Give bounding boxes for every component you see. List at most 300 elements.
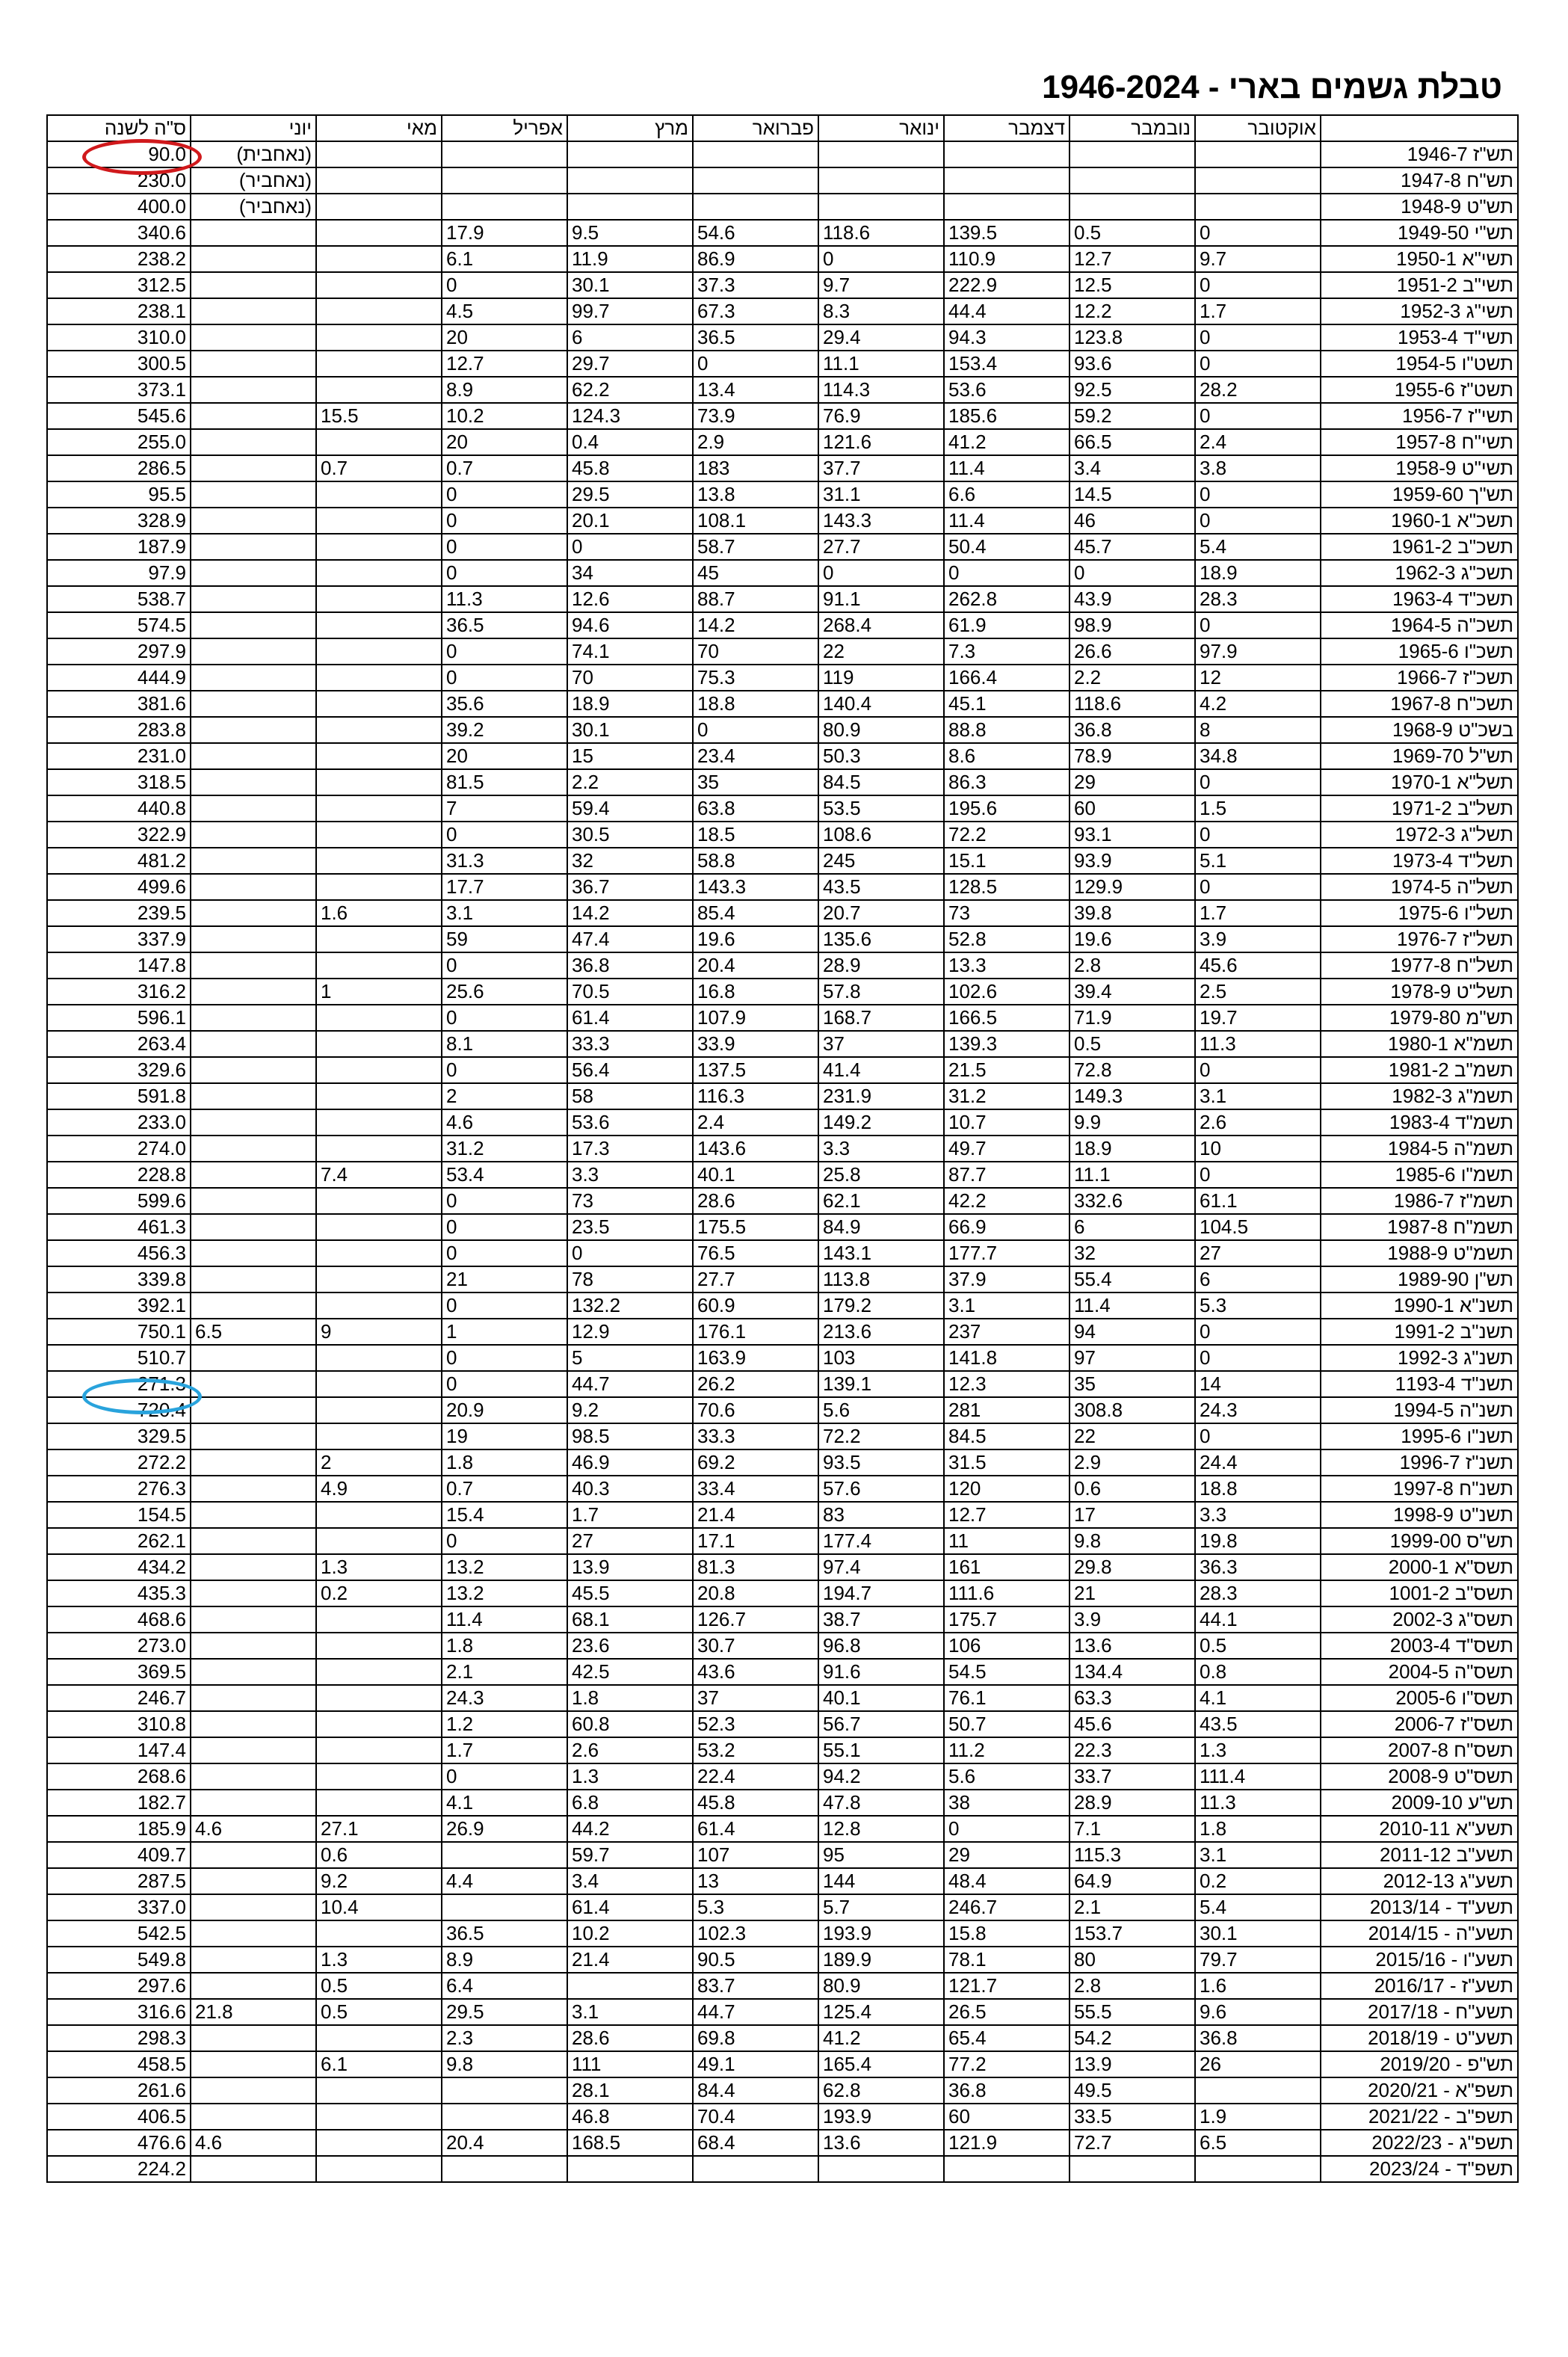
rain-value: 11.2 <box>944 1737 1069 1763</box>
rain-value <box>191 1580 316 1606</box>
annual-total: 312.5 <box>47 272 191 298</box>
rain-value: 42.5 <box>567 1659 693 1685</box>
year-label: תשע"א 2010-11 <box>1321 1816 1518 1842</box>
rain-value: 20.9 <box>442 1397 567 1423</box>
rain-value: 11.4 <box>442 1606 567 1633</box>
rain-value <box>191 1345 316 1371</box>
annual-total: 318.5 <box>47 769 191 795</box>
rain-value: 0 <box>693 717 818 743</box>
rain-value: 33.5 <box>1069 2104 1195 2130</box>
rain-value <box>316 926 442 952</box>
table-row <box>47 1554 1518 1580</box>
rain-value: 0 <box>442 1345 567 1371</box>
table-row <box>47 1371 1518 1397</box>
rain-value: 0.7 <box>442 1476 567 1502</box>
rain-value <box>191 1737 316 1763</box>
annual-total: 720.4 <box>47 1397 191 1423</box>
rain-value: 6.5 <box>1195 2130 1321 2156</box>
rain-value: 231.9 <box>818 1083 944 1109</box>
table-row <box>47 1345 1518 1371</box>
rain-value: 45.7 <box>1069 534 1195 560</box>
rain-value: 0.7 <box>442 455 567 481</box>
annual-total: 329.5 <box>47 1423 191 1449</box>
year-label: תשפ"א - 2020/21 <box>1321 2077 1518 2104</box>
rain-value: 262.8 <box>944 586 1069 612</box>
rain-value: 37.7 <box>818 455 944 481</box>
rain-value <box>191 795 316 822</box>
rain-value: 193.9 <box>818 2104 944 2130</box>
year-label: תשי"ג 1952-3 <box>1321 298 1518 324</box>
rain-value: 0 <box>1195 769 1321 795</box>
rain-value <box>191 926 316 952</box>
rain-value: 110.9 <box>944 246 1069 272</box>
table-row <box>47 1397 1518 1423</box>
rain-value: 2.9 <box>1069 1449 1195 1476</box>
rain-value: 59.7 <box>567 1842 693 1868</box>
rain-value: 16.8 <box>693 979 818 1005</box>
rain-value: 163.9 <box>693 1345 818 1371</box>
rain-value <box>191 1685 316 1711</box>
rain-value: 34 <box>567 560 693 586</box>
annual-total: 224.2 <box>47 2156 191 2182</box>
annual-total: 185.9 <box>47 1816 191 1842</box>
rain-value: 43.6 <box>693 1659 818 1685</box>
year-label: תשע"ג 2012-13 <box>1321 1868 1518 1894</box>
rain-value: 0.4 <box>567 429 693 455</box>
rain-value: 246.7 <box>944 1894 1069 1920</box>
rain-value: 0 <box>1069 560 1195 586</box>
rain-value <box>191 1842 316 1868</box>
rain-value <box>1195 2156 1321 2182</box>
rain-value: 94.3 <box>944 324 1069 351</box>
rain-value: 62.8 <box>818 2077 944 2104</box>
table-row <box>47 1737 1518 1763</box>
annual-total: 263.4 <box>47 1031 191 1057</box>
rain-value <box>191 717 316 743</box>
blue-circle-annotation <box>82 1378 202 1414</box>
rain-value <box>316 1737 442 1763</box>
rain-value: 22.3 <box>1069 1737 1195 1763</box>
rain-value <box>316 769 442 795</box>
rain-value: 60.9 <box>693 1293 818 1319</box>
rain-value: 108.6 <box>818 822 944 848</box>
rain-value: 52.8 <box>944 926 1069 952</box>
rain-value: 72.2 <box>944 822 1069 848</box>
rain-value: 2 <box>442 1083 567 1109</box>
rain-value: 56.7 <box>818 1711 944 1737</box>
column-header <box>1321 115 1518 141</box>
rain-value: 111.4 <box>1195 1763 1321 1790</box>
rain-value: 0 <box>1195 220 1321 246</box>
rain-value: 26.2 <box>693 1371 818 1397</box>
year-label: תשכ"ג 1962-3 <box>1321 560 1518 586</box>
year-label: תש"ט 1948-9 <box>1321 194 1518 220</box>
annual-total: 268.6 <box>47 1763 191 1790</box>
rain-value: 137.5 <box>693 1057 818 1083</box>
rain-value: 71.9 <box>1069 1005 1195 1031</box>
annual-total: 337.9 <box>47 926 191 952</box>
annual-total: 499.6 <box>47 874 191 900</box>
year-label: תשפ"ג - 2022/23 <box>1321 2130 1518 2156</box>
rain-value: 6.8 <box>567 1790 693 1816</box>
column-header: פברואר <box>693 115 818 141</box>
rain-value: 62.2 <box>567 377 693 403</box>
rain-value: 45.6 <box>1069 1711 1195 1737</box>
rain-value: 189.9 <box>818 1947 944 1973</box>
year-label: תשי"א 1950-1 <box>1321 246 1518 272</box>
rain-value: 222.9 <box>944 272 1069 298</box>
rain-value: 61.9 <box>944 612 1069 638</box>
rain-value: 86.9 <box>693 246 818 272</box>
rain-value <box>191 691 316 717</box>
rain-value <box>316 141 442 167</box>
year-label: בשכ"ט 1968-9 <box>1321 717 1518 743</box>
rain-value: 144 <box>818 1868 944 1894</box>
rain-value: 54.5 <box>944 1659 1069 1685</box>
rain-value <box>316 1606 442 1633</box>
rain-value: 0 <box>442 1763 567 1790</box>
rain-value: 9.8 <box>1069 1528 1195 1554</box>
annual-total: 286.5 <box>47 455 191 481</box>
year-label: תש"ס 1999-00 <box>1321 1528 1518 1554</box>
rain-value: 94 <box>1069 1319 1195 1345</box>
rain-value: 63.8 <box>693 795 818 822</box>
annual-total: 542.5 <box>47 1920 191 1947</box>
annual-total: 261.6 <box>47 2077 191 2104</box>
rain-value: 93.1 <box>1069 822 1195 848</box>
rain-value: 2 <box>316 1449 442 1476</box>
annual-total: 591.8 <box>47 1083 191 1109</box>
rain-value: 6 <box>567 324 693 351</box>
year-label: תשע"ב 2011-12 <box>1321 1842 1518 1868</box>
annual-total: 328.9 <box>47 508 191 534</box>
annual-total: 339.8 <box>47 1266 191 1293</box>
page-title: טבלת גשמים בארי - 1946-2024 <box>1042 69 1502 105</box>
rain-value <box>191 848 316 874</box>
rain-value <box>191 1188 316 1214</box>
annual-total: 434.2 <box>47 1554 191 1580</box>
year-label: תשמ"ח 1987-8 <box>1321 1214 1518 1240</box>
year-label: תשמ"ג 1982-3 <box>1321 1083 1518 1109</box>
rain-value: 134.4 <box>1069 1659 1195 1685</box>
rain-value: 0 <box>1195 874 1321 900</box>
rain-value: 4.1 <box>442 1790 567 1816</box>
annual-total: 147.8 <box>47 952 191 979</box>
rain-value: 99.7 <box>567 298 693 324</box>
rain-value: 60 <box>944 2104 1069 2130</box>
rain-value: 102.6 <box>944 979 1069 1005</box>
table-row <box>47 795 1518 822</box>
rain-value <box>316 1659 442 1685</box>
rain-value: 135.6 <box>818 926 944 952</box>
rain-value: 1.7 <box>1195 298 1321 324</box>
rain-value: 12.9 <box>567 1319 693 1345</box>
year-label: תשע"ט - 2018/19 <box>1321 2025 1518 2051</box>
rain-value: 0 <box>442 1214 567 1240</box>
rain-value: 8.6 <box>944 743 1069 769</box>
rain-value <box>316 508 442 534</box>
column-header: יוני <box>191 115 316 141</box>
rain-value: 12.3 <box>944 1371 1069 1397</box>
rain-value: 88.7 <box>693 586 818 612</box>
rain-value <box>191 403 316 429</box>
rain-value: 2.5 <box>1195 979 1321 1005</box>
rain-value: 58.8 <box>693 848 818 874</box>
table-row <box>47 2104 1518 2130</box>
annual-total: 329.6 <box>47 1057 191 1083</box>
rain-value: 5.3 <box>1195 1293 1321 1319</box>
table-row <box>47 1528 1518 1554</box>
rain-value <box>316 534 442 560</box>
rain-value: 40.3 <box>567 1476 693 1502</box>
rain-value <box>316 1109 442 1136</box>
rain-value <box>191 1083 316 1109</box>
annual-total: 599.6 <box>47 1188 191 1214</box>
rain-value <box>442 2077 567 2104</box>
annual-total: 255.0 <box>47 429 191 455</box>
rain-value: 123.8 <box>1069 324 1195 351</box>
table-row <box>47 220 1518 246</box>
rain-value <box>316 2025 442 2051</box>
rain-value: 12.6 <box>567 586 693 612</box>
rainfall-table <box>46 114 1519 2183</box>
rain-value: 53.6 <box>944 377 1069 403</box>
annual-total: 435.3 <box>47 1580 191 1606</box>
year-label: תשנ"ה 1994-5 <box>1321 1397 1518 1423</box>
rain-value: 20 <box>442 324 567 351</box>
rain-value: 19 <box>442 1423 567 1449</box>
rain-value: 28.6 <box>567 2025 693 2051</box>
rain-value: 308.8 <box>1069 1397 1195 1423</box>
rain-value: 21 <box>1069 1580 1195 1606</box>
rain-value <box>567 1973 693 1999</box>
rain-value <box>191 1606 316 1633</box>
rain-value: 10.2 <box>567 1920 693 1947</box>
rain-value: 1.8 <box>442 1633 567 1659</box>
annual-total: 90.0 <box>47 141 191 167</box>
year-label: תשכ"ד 1963-4 <box>1321 586 1518 612</box>
rain-value: 153.7 <box>1069 1920 1195 1947</box>
annual-total: 381.6 <box>47 691 191 717</box>
table-row <box>47 1580 1518 1606</box>
rain-value: 111.6 <box>944 1580 1069 1606</box>
annual-total: 337.0 <box>47 1894 191 1920</box>
annual-total: 287.5 <box>47 1868 191 1894</box>
rain-value: 0 <box>1195 1162 1321 1188</box>
rain-value <box>1069 194 1195 220</box>
rain-value <box>316 1920 442 1947</box>
rain-value: 38 <box>944 1790 1069 1816</box>
rain-value: 107 <box>693 1842 818 1868</box>
rain-value: 0.5 <box>316 1973 442 1999</box>
rain-value: 28.6 <box>693 1188 818 1214</box>
rain-value: 2.9 <box>693 429 818 455</box>
rain-value: 7.3 <box>944 638 1069 665</box>
rain-value: 5.6 <box>818 1397 944 1423</box>
rain-value: 11.3 <box>1195 1790 1321 1816</box>
rain-value: 1.6 <box>1195 1973 1321 1999</box>
rain-value <box>316 1083 442 1109</box>
table-row <box>47 1319 1518 1345</box>
rain-value: 92.5 <box>1069 377 1195 403</box>
rain-value: 20.7 <box>818 900 944 926</box>
rain-value: 50.7 <box>944 1711 1069 1737</box>
rain-value: 57.6 <box>818 1476 944 1502</box>
rain-value: 33.9 <box>693 1031 818 1057</box>
annual-total: 238.2 <box>47 246 191 272</box>
rain-value: 0 <box>567 1240 693 1266</box>
rain-value: 161 <box>944 1554 1069 1580</box>
rain-value: 140.4 <box>818 691 944 717</box>
year-label: תשכ"ו 1965-6 <box>1321 638 1518 665</box>
year-label: תשע"ז - 2016/17 <box>1321 1973 1518 1999</box>
year-label: תשנ"ח 1997-8 <box>1321 1476 1518 1502</box>
annual-total: 369.5 <box>47 1659 191 1685</box>
rain-value: 55.4 <box>1069 1266 1195 1293</box>
rain-value: 115.3 <box>1069 1842 1195 1868</box>
annual-total: 298.3 <box>47 2025 191 2051</box>
rain-value: 53.2 <box>693 1737 818 1763</box>
rain-value: 30.5 <box>567 822 693 848</box>
rain-value: 0 <box>1195 508 1321 534</box>
rain-value <box>1195 167 1321 194</box>
rain-value <box>191 508 316 534</box>
table-row <box>47 1659 1518 1685</box>
rain-value: 97.9 <box>1195 638 1321 665</box>
rain-value: 58 <box>567 1083 693 1109</box>
rain-value: 0 <box>442 665 567 691</box>
rain-value: 15.4 <box>442 1502 567 1528</box>
rain-value: 0 <box>944 560 1069 586</box>
rain-value: 9.7 <box>1195 246 1321 272</box>
rain-value: 59.4 <box>567 795 693 822</box>
table-row <box>47 1449 1518 1476</box>
rain-value <box>316 665 442 691</box>
table-row <box>47 1947 1518 1973</box>
rain-value: 18.9 <box>1195 560 1321 586</box>
rain-value: 3.1 <box>1195 1083 1321 1109</box>
rain-value: 20 <box>442 743 567 769</box>
rain-value: 139.5 <box>944 220 1069 246</box>
column-header: ס"ה לשנה <box>47 115 191 141</box>
rain-value: 49.5 <box>1069 2077 1195 2104</box>
rain-value: 0.6 <box>1069 1476 1195 1502</box>
rain-value: 3.8 <box>1195 455 1321 481</box>
rain-value: 19.6 <box>1069 926 1195 952</box>
rain-value: 93.6 <box>1069 351 1195 377</box>
annual-total: 238.1 <box>47 298 191 324</box>
rain-value: 5 <box>567 1345 693 1371</box>
table-row <box>47 2156 1518 2182</box>
rain-value: 80 <box>1069 1947 1195 1973</box>
column-header: מאי <box>316 115 442 141</box>
annual-total: 456.3 <box>47 1240 191 1266</box>
rain-value <box>191 298 316 324</box>
rain-value: 3.1 <box>1195 1842 1321 1868</box>
rain-value: 0.8 <box>1195 1659 1321 1685</box>
annual-total: 239.5 <box>47 900 191 926</box>
rain-value: 0 <box>442 1371 567 1397</box>
rain-value: 31.1 <box>818 481 944 508</box>
rain-value: 1.7 <box>442 1737 567 1763</box>
rain-value: 10.7 <box>944 1109 1069 1136</box>
annual-total: 310.0 <box>47 324 191 351</box>
rain-value <box>693 167 818 194</box>
rain-value: 0 <box>442 822 567 848</box>
year-label: תשנ"ט 1998-9 <box>1321 1502 1518 1528</box>
rain-value: 28.9 <box>818 952 944 979</box>
rain-value <box>191 1554 316 1580</box>
rain-value: 2.6 <box>1195 1109 1321 1136</box>
annual-total: 310.8 <box>47 1711 191 1737</box>
rain-value: 4.2 <box>1195 691 1321 717</box>
rain-value: 77.2 <box>944 2051 1069 2077</box>
rain-value <box>191 1894 316 1920</box>
table-row <box>47 586 1518 612</box>
annual-total: 750.1 <box>47 1319 191 1345</box>
annual-total: 316.6 <box>47 1999 191 2025</box>
source-note: (נאחבית) <box>191 141 316 167</box>
rain-value: 5.1 <box>1195 848 1321 874</box>
rain-value: 29.7 <box>567 351 693 377</box>
table-row <box>47 926 1518 952</box>
rain-value: 76.1 <box>944 1685 1069 1711</box>
rain-value: 69.2 <box>693 1449 818 1476</box>
year-label: תשמ"ה 1984-5 <box>1321 1136 1518 1162</box>
column-header: ינואר <box>818 115 944 141</box>
rain-value <box>191 2156 316 2182</box>
rain-value: 33.3 <box>693 1423 818 1449</box>
rain-value <box>316 612 442 638</box>
rain-value: 6.6 <box>944 481 1069 508</box>
rain-value: 19.8 <box>1195 1528 1321 1554</box>
rain-value: 0 <box>1195 324 1321 351</box>
year-label: תש"ל 1969-70 <box>1321 743 1518 769</box>
rain-value: 4.9 <box>316 1476 442 1502</box>
rain-value: 17.1 <box>693 1528 818 1554</box>
year-label: תשס"ד 2003-4 <box>1321 1633 1518 1659</box>
rain-value: 11 <box>944 1528 1069 1554</box>
table-row <box>47 691 1518 717</box>
table-row <box>47 1973 1518 1999</box>
rain-value <box>316 1031 442 1057</box>
rain-value: 281 <box>944 1397 1069 1423</box>
rain-value: 52.3 <box>693 1711 818 1737</box>
rain-value <box>316 638 442 665</box>
rain-value: 29.5 <box>567 481 693 508</box>
annual-total: 549.8 <box>47 1947 191 1973</box>
annual-total: 272.2 <box>47 1449 191 1476</box>
rain-value: 87.7 <box>944 1162 1069 1188</box>
rain-value: 177.7 <box>944 1240 1069 1266</box>
year-label: תשס"א 2000-1 <box>1321 1554 1518 1580</box>
annual-total: 230.0 <box>47 167 191 194</box>
rain-value: 12.5 <box>1069 272 1195 298</box>
rain-value: 29.5 <box>442 1999 567 2025</box>
rain-value <box>316 2130 442 2156</box>
rain-value: 54.6 <box>693 220 818 246</box>
table-row <box>47 1999 1518 2025</box>
rain-value: 0.2 <box>1195 1868 1321 1894</box>
rain-value <box>191 743 316 769</box>
rain-value <box>316 560 442 586</box>
year-label: תשל"ט 1978-9 <box>1321 979 1518 1005</box>
rain-value <box>191 1476 316 1502</box>
rain-value <box>316 691 442 717</box>
rain-value <box>316 2156 442 2182</box>
rain-value: 78.1 <box>944 1947 1069 1973</box>
rain-value: 139.1 <box>818 1371 944 1397</box>
